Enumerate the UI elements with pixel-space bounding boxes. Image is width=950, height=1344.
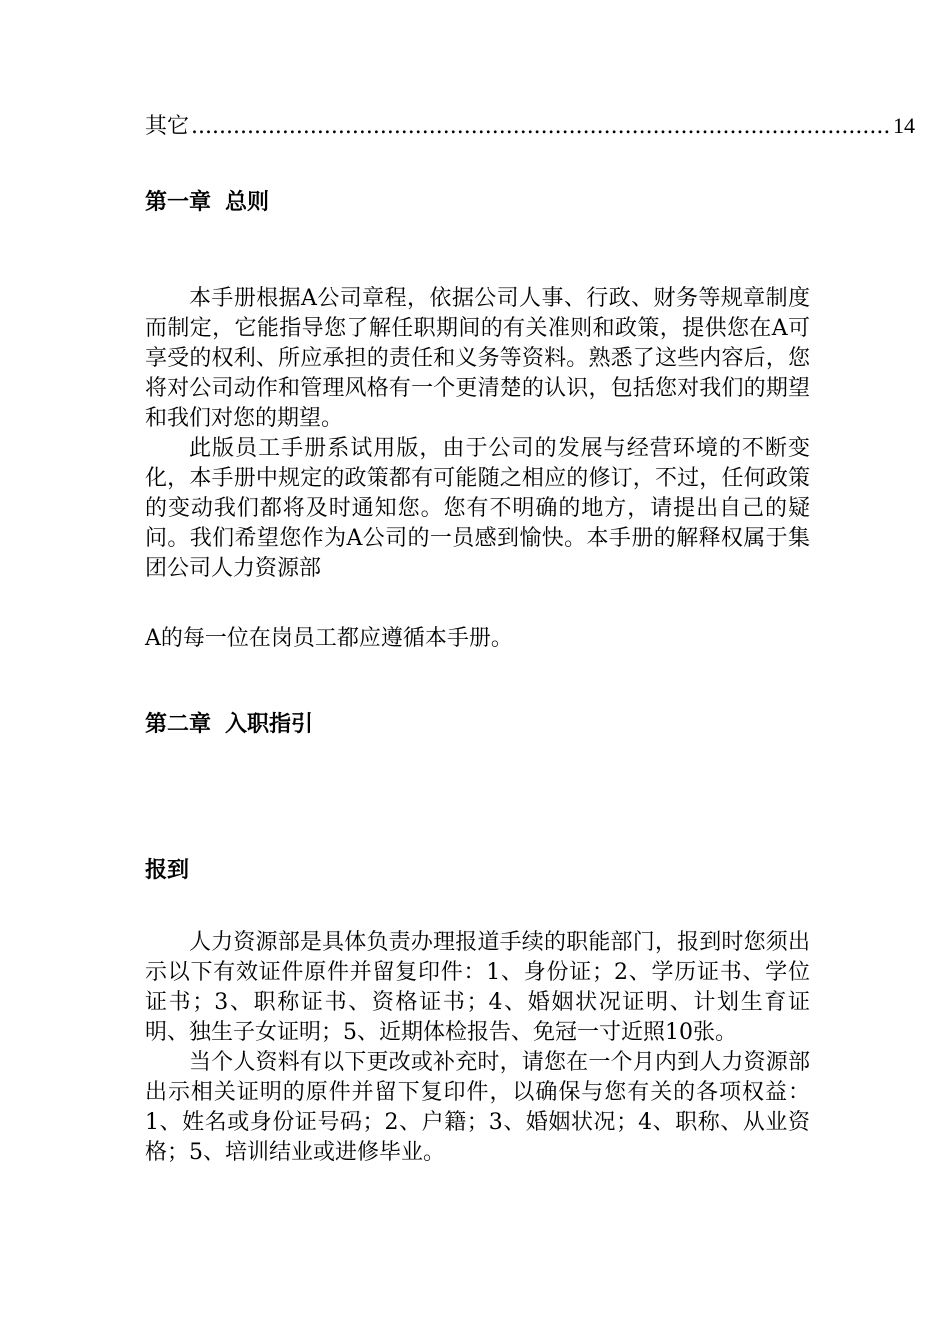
chapter-1-title: 总则 bbox=[225, 190, 270, 215]
chapter-1-paragraph-1: 本手册根据A公司章程，依据公司人事、行政、财务等规章制度而制定，它能指导您了解任职期间的有关准则和政策，提供您在A可享受的权利、所应承担的责任和义务等资料。熟悉了这些内容后，您将对公司动作和管理风格有一个更清楚的认识，包括您对我们的期望和我们对您的期望。 bbox=[145, 286, 810, 431]
chapter-1-number: 第一章 bbox=[145, 190, 212, 215]
chapter-2-heading bbox=[145, 710, 313, 740]
toc-dot-leader bbox=[191, 111, 891, 142]
chapter-1-closing-line: A的每一位在岗员工都应遵循本手册。 bbox=[145, 626, 513, 651]
section-report-heading: 报到 bbox=[145, 858, 190, 883]
toc-entry[interactable] bbox=[145, 110, 915, 142]
chapter-2-title: 入职指引 bbox=[225, 712, 314, 737]
chapter-1-paragraph-2: 此版员工手册系试用版，由于公司的发展与经营环境的不断变化，本手册中规定的政策都有可能随之相应的修订，不过，任何政策的变动我们都将及时通知您。您有不明确的地方，请提出自己的疑问。我们希望您作为A公司的一员感到愉快。本手册的解释权属于集团公司人力资源部 bbox=[145, 436, 810, 581]
chapter-2-number: 第二章 bbox=[145, 712, 212, 737]
section-report-body bbox=[145, 928, 810, 1168]
chapter-1-body bbox=[145, 284, 810, 584]
section-report-paragraph-1: 人力资源部是具体负责办理报道手续的职能部门，报到时您须出示以下有效证件原件并留复印件：1、身份证；2、学历证书、学位证书；3、职称证书、资格证书；4、婚姻状况证明、计划生育证明、独生子女证明；5、近期体检报告、免冠一寸近照10张。 bbox=[145, 930, 810, 1045]
toc-entry-page-number: 14 bbox=[893, 113, 915, 138]
toc-entry-label: 其它 bbox=[145, 114, 190, 139]
section-report-paragraph-2: 当个人资料有以下更改或补充时，请您在一个月内到人力资源部出示相关证明的原件并留下复印件，以确保与您有关的各项权益：1、姓名或身份证号码；2、户籍；3、婚姻状况；4、职称、从业资格；5、培训结业或进修毕业。 bbox=[145, 1050, 810, 1165]
chapter-1-heading bbox=[145, 188, 269, 218]
